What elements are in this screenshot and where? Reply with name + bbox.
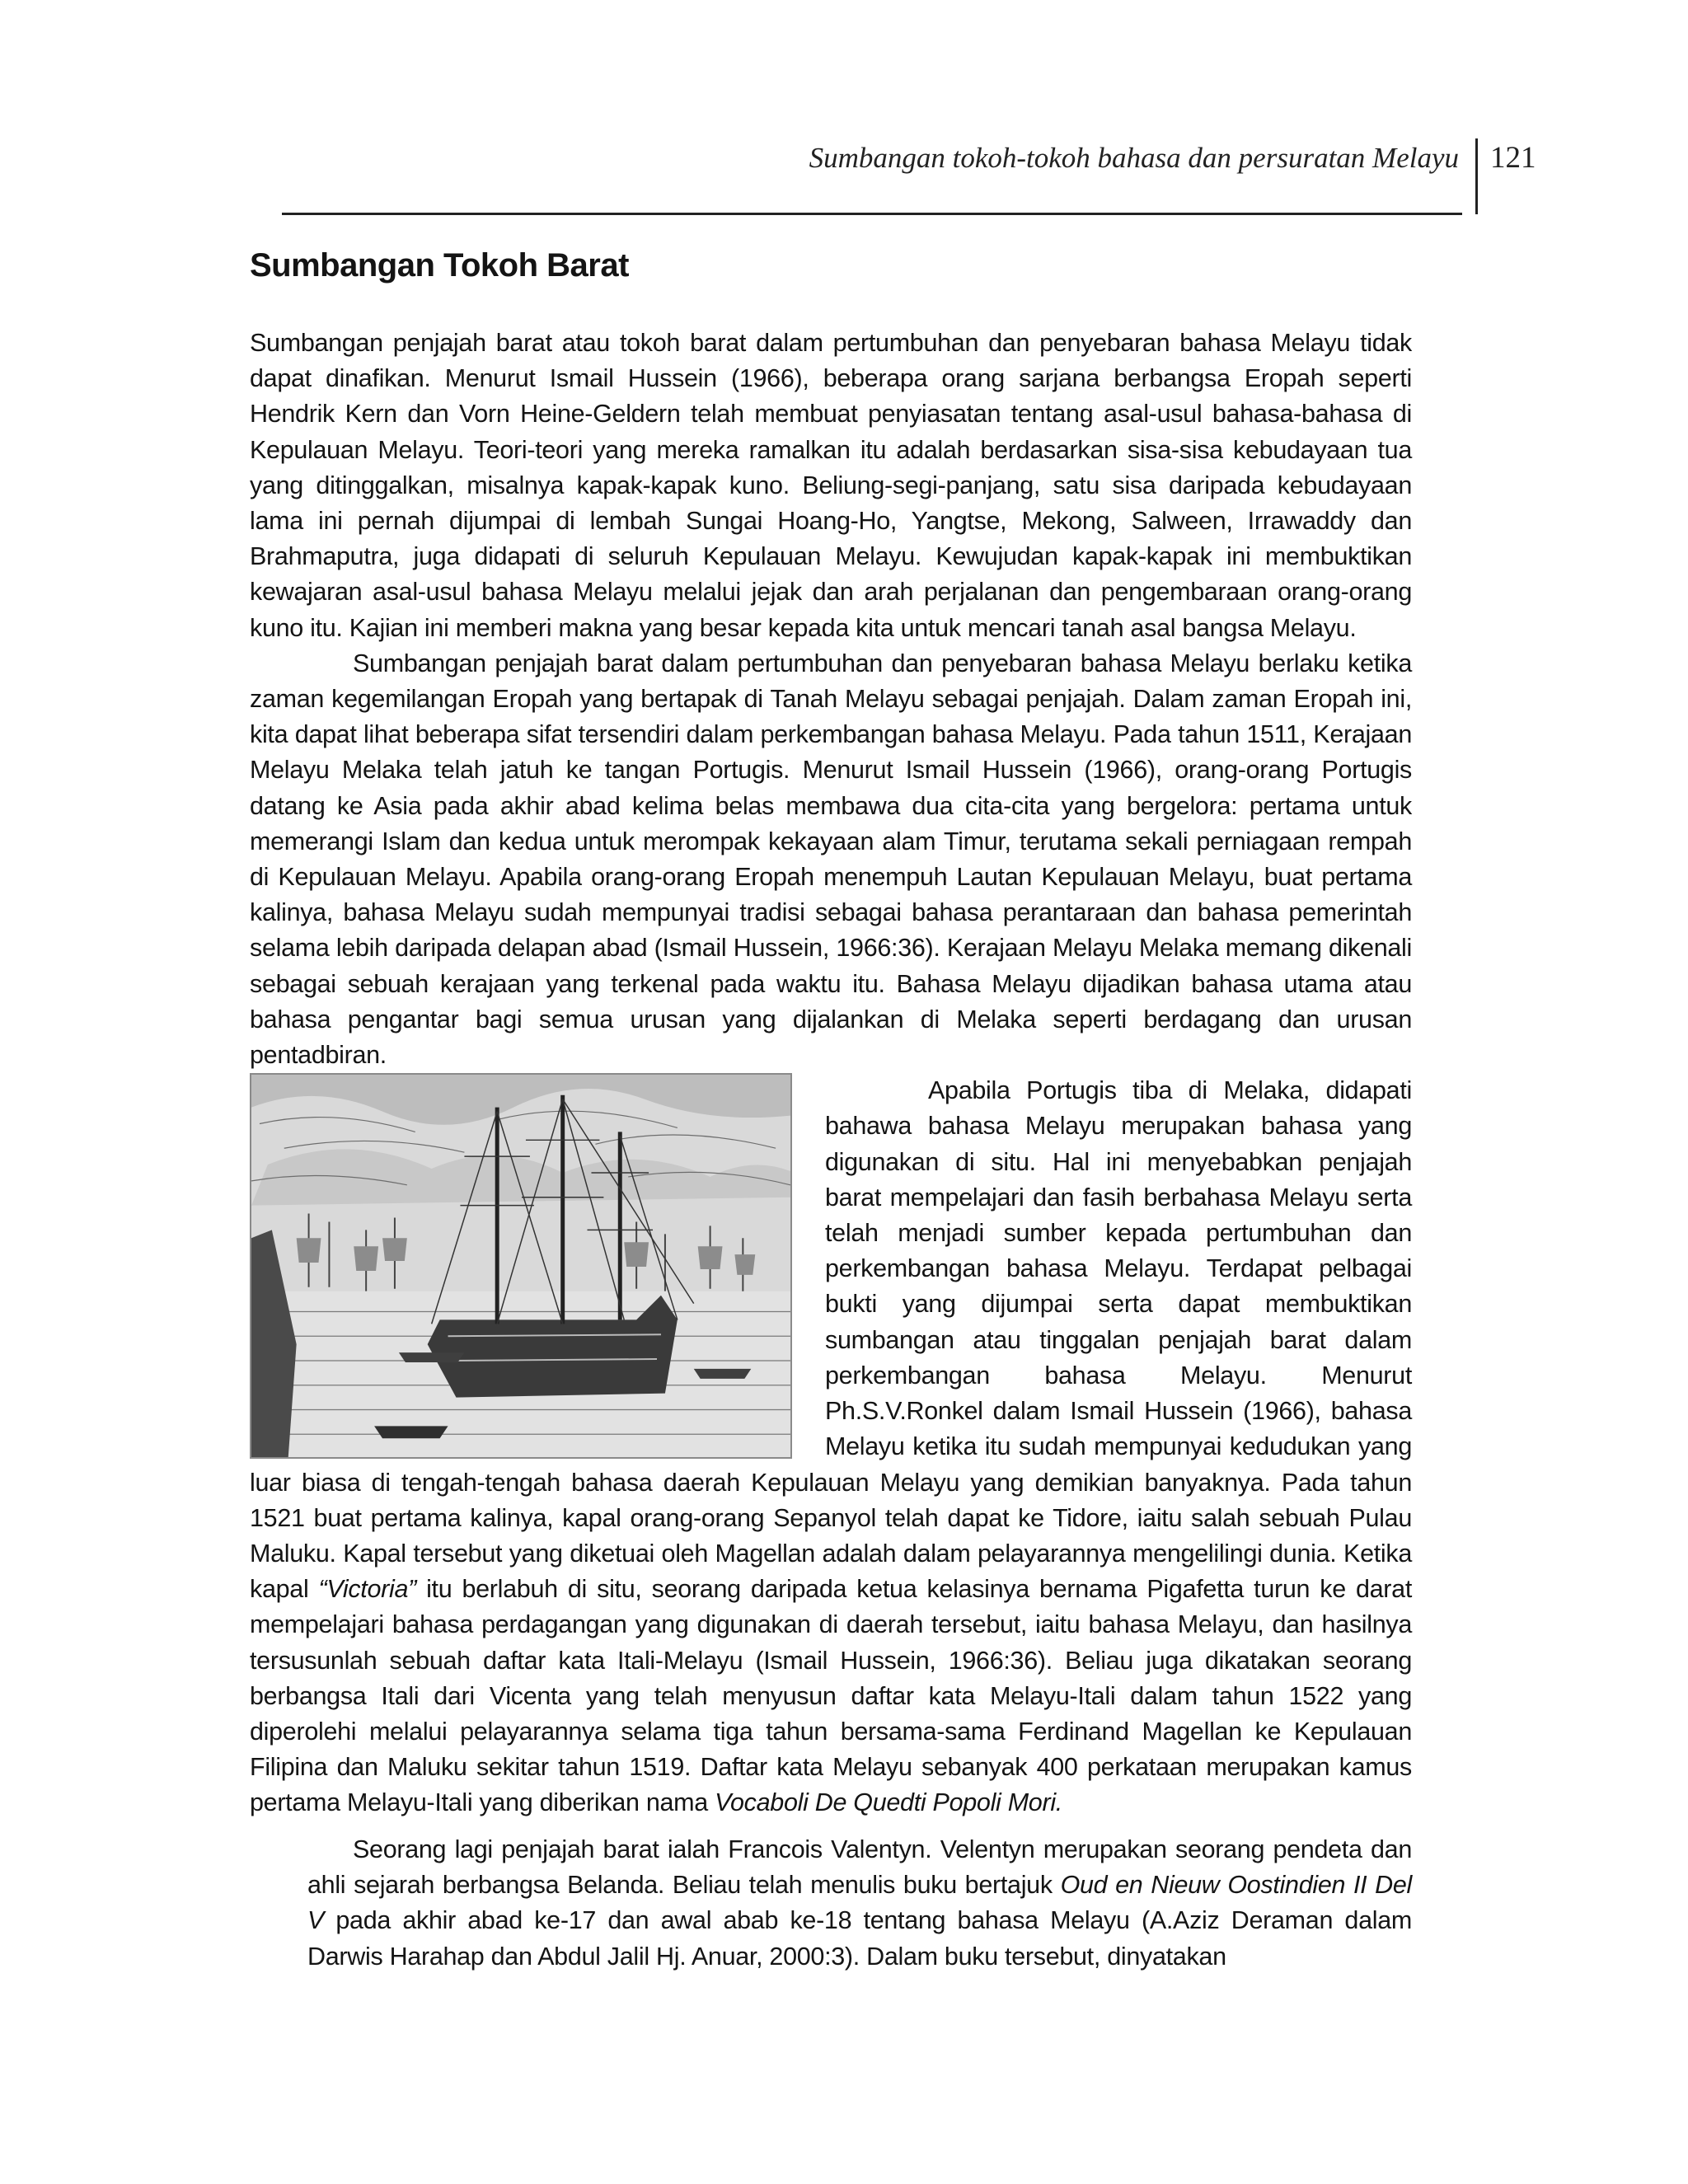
book-title: Oud en Nieuw Oostindien II Del V [307,1871,1412,1935]
section-title: Sumbangan Tokoh Barat [250,247,629,284]
ship-engraving-figure [250,1073,792,1459]
dictionary-title: Vocaboli De Quedti Popoli Mori. [715,1788,1062,1817]
header-vertical-rule [1475,138,1478,214]
body-text [250,326,1412,1821]
paragraph-4-text-a: Seorang lagi penjajah barat ialah Francois Valentyn. Velentyn merupakan seorang pendeta dan ahli sejarah berbangsa Belanda. Beliau telah menulis buku bertajuk [307,1835,1412,1900]
paragraph-1: Sumbangan penjajah barat atau tokoh barat dalam pertumbuhan dan penyebaran bahasa Melayu tidak dapat dinafikan. Menurut Ismail Hussein (1966), beberapa orang sarjana berbangsa Eropah seperti Hendrik Kern dan Vorn Heine-Geldern telah membuat penyiasatan tentang asal-usul bahasa-bahasa di Kepulauan Melayu. Teori-teori yang mereka ramalkan itu adalah berdasarkan sisa-sisa kebudayaan tua yang ditinggalkan, misalnya kapak-kapak kuno. Beliung-segi-panjang, satu sisa daripada kebudayaan lama ini pernah dijumpai di lembah Sungai Hoang-Ho, Yangtse, Mekong, Salween, Irrawaddy dan Brahmaputra, juga didapati di seluruh Kepulauan Melayu. Kewujudan kapak-kapak ini membuktikan kewajaran asal-usul bahasa Melayu melalui jejak dan arah perjalanan dan pengembaraan orang-orang kuno itu. Kajian ini memberi makna yang besar kepada kita untuk mencari tanah asal bangsa Melayu. [250,329,1412,642]
running-header-title: Sumbangan tokoh-tokoh bahasa dan persuratan Melayu [809,142,1459,174]
paragraph-3-text-a: Apabila Portugis tiba di Melaka, didapati bahawa bahasa Melayu merupakan bahasa yang digunakan di situ. Hal ini menyebabkan penjajah barat mempelajari dan fasih berbahasa Melayu serta telah menjadi sumber kepada pertumbuhan dan perkembangan bahasa Melayu. Terdapat pelbagai bukti yang dijumpai serta dapat membuktikan sumbangan atau tinggalan penjajah barat dalam perkembangan bahasa Melayu. Menurut Ph.S.V.Ronkel dalam Ismail Hussein (1966), bahasa Melayu ketika itu sudah mempunyai kedudukan yang luar biasa di tengah-tengah bahasa daerah Kepulauan Melayu yang demikian banyaknya. Pada tahun 1521 buat pertama kalinya, kapal orang-orang Sepanyol telah dapat ke Tidore, iaitu salah sebuah Pulau Maluku. Kapal tersebut yang diketuai oleh Magellan adalah dalam pelayarannya mengelilingi dunia. Ketika kapal [250,1076,1412,1604]
paragraph-4-text-b: pada akhir abad ke-17 dan awal abab ke-18 tentang bahasa Melayu (A.Aziz Deraman dalam Darwis Harahap dan Abdul Jalil Hj. Anuar, 2000:3). Dalam buku tersebut, dinyatakan [307,1906,1412,1971]
page-number: 121 [1490,141,1536,175]
ship-name-victoria: “Victoria” [318,1575,416,1604]
paragraph-2: Sumbangan penjajah barat dalam pertumbuhan dan penyebaran bahasa Melayu berlaku ketika zaman kegemilangan Eropah yang bertapak di Tanah Melayu sebagai penjajah. Dalam zaman Eropah ini, kita dapat lihat beberapa sifat tersendiri dalam perkembangan bahasa Melayu. Pada tahun 1511, Kerajaan Melayu Melaka telah jatuh ke tangan Portugis. Menurut Ismail Hussein (1966), orang-orang Portugis datang ke Asia pada akhir abad kelima belas membawa dua cita-cita yang bergelora: pertama untuk memerangi Islam dan kedua untuk merompak kekayaan alam Timur, terutama sekali perniagaan rempah di Kepulauan Melayu. Apabila orang-orang Eropah menempuh Lautan Kepulauan Melayu, buat pertama kalinya, bahasa Melayu sudah mempunyai tradisi sebagai bahasa perantaraan dan bahasa pemerintah selama lebih daripada delapan abad (Ismail Hussein, 1966:36). Kerajaan Melayu Melaka memang dikenali sebagai sebuah kerajaan yang terkenal pada waktu itu. Bahasa Melayu dijadikan bahasa utama atau bahasa pengantar bagi semua urusan yang dijalankan di Melaka seperti berdagang dan urusan pentadbiran. [250,649,1412,1070]
inset-text [307,1832,1412,1975]
paragraph-3-text-b: itu berlabuh di situ, seorang daripada ketua kelasinya bernama Pigafetta turun ke darat mempelajari bahasa perdagangan yang digunakan di daerah tersebut, iaitu bahasa Melayu, dan hasilnya tersusunlah sebuah daftar kata Itali-Melayu (Ismail Hussein, 1966:36). Beliau juga dikatakan seorang berbangsa Itali dari Vicenta yang telah menyusun daftar kata Melayu-Itali dalam tahun 1522 yang diperolehi melalui pelayarannya selama tiga tahun bersama-sama Ferdinand Magellan ke Kepulauan Filipina dan Maluku sekitar tahun 1519. Daftar kata Melayu sebanyak 400 perkataan merupakan kamus pertama Melayu-Itali yang diberikan nama [250,1575,1412,1817]
ship-engraving-illustration [251,1075,790,1457]
header-rule [282,213,1462,215]
paragraph-4 [307,1832,1412,1975]
